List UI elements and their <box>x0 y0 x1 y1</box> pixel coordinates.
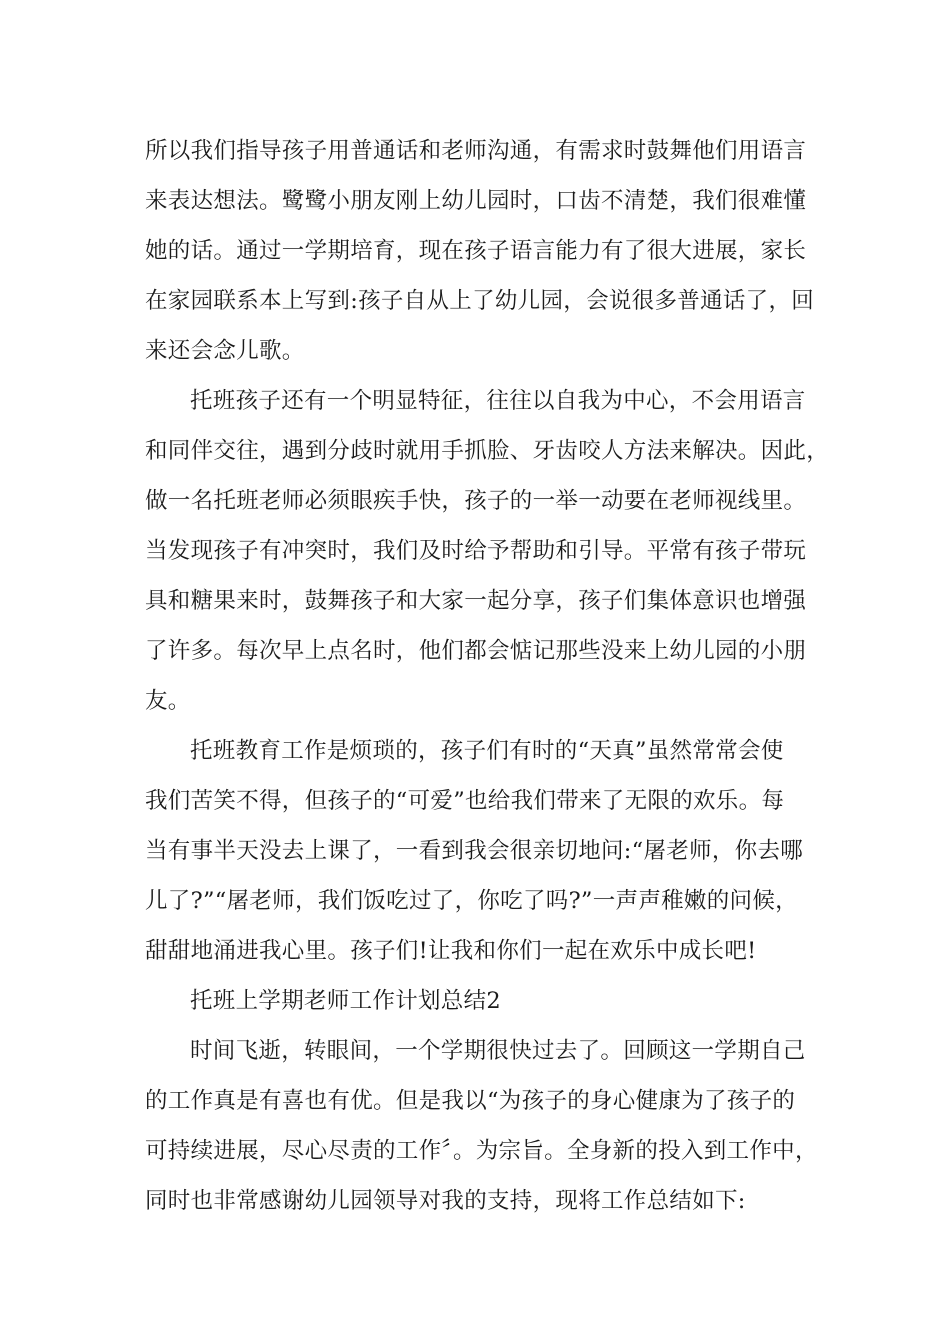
text-line: 甜甜地涌进我心里。孩子们!让我和你们一起在欢乐中成长吧! <box>145 938 757 964</box>
text-line: 当发现孩子有冲突时，我们及时给予帮助和引导。平常有孩子带玩 <box>145 538 807 564</box>
text-line: 托班教育工作是烦琐的，孩子们有时的“天真”虽然常常会使 <box>190 738 784 764</box>
text-line: 友。 <box>145 688 191 714</box>
text-line: 可持续进展，尽心尽责的工作〞。为宗旨。全身新的投入到工作中， <box>145 1138 818 1164</box>
text-line: 儿了?”“屠老师，我们饭吃过了，你吃了吗?”一声声稚嫩的问候， <box>145 888 798 914</box>
text-line: 她的话。通过一学期培育，现在孩子语言能力有了很大进展，家长 <box>145 238 807 264</box>
text-line: 当有事半天没去上课了，一看到我会很亲切地问:“屠老师，你去哪 <box>145 838 804 864</box>
text-line: 时间飞逝，转眼间，一个学期很快过去了。回顾这一学期自己 <box>190 1038 806 1064</box>
text-line: 同时也非常感谢幼儿园领导对我的支持，现将工作总结如下: <box>145 1188 746 1214</box>
text-line: 和同伴交往，遇到分歧时就用手抓脸、牙齿咬人方法来解决。因此， <box>145 438 830 464</box>
text-line: 托班孩子还有一个明显特征，往往以自我为中心，不会用语言 <box>190 388 806 414</box>
text-line: 在家园联系本上写到:孩子自从上了幼儿园，会说很多普通话了，回 <box>145 288 815 314</box>
text-line: 来还会念儿歌。 <box>145 338 305 364</box>
text-line: 来表达想法。鹭鹭小朋友刚上幼儿园时，口齿不清楚，我们很难懂 <box>145 188 807 214</box>
text-line: 我们苦笑不得，但孩子的“可爱”也给我们带来了无限的欢乐。每 <box>145 788 785 814</box>
text-line: 做一名托班老师必须眼疾手快，孩子的一举一动要在老师视线里。 <box>145 488 807 514</box>
text-line: 的工作真是有喜也有优。但是我以“为孩子的身心健康为了孩子的 <box>145 1088 796 1114</box>
text-line: 具和糖果来时，鼓舞孩子和大家一起分享，孩子们集体意识也增强 <box>145 588 807 614</box>
text-line: 所以我们指导孩子用普通话和老师沟通，有需求时鼓舞他们用语言 <box>145 138 807 164</box>
heading-text: 托班上学期老师工作计划总结2 <box>190 988 502 1014</box>
text-line: 了许多。每次早上点名时，他们都会惦记那些没来上幼儿园的小朋 <box>145 638 807 664</box>
